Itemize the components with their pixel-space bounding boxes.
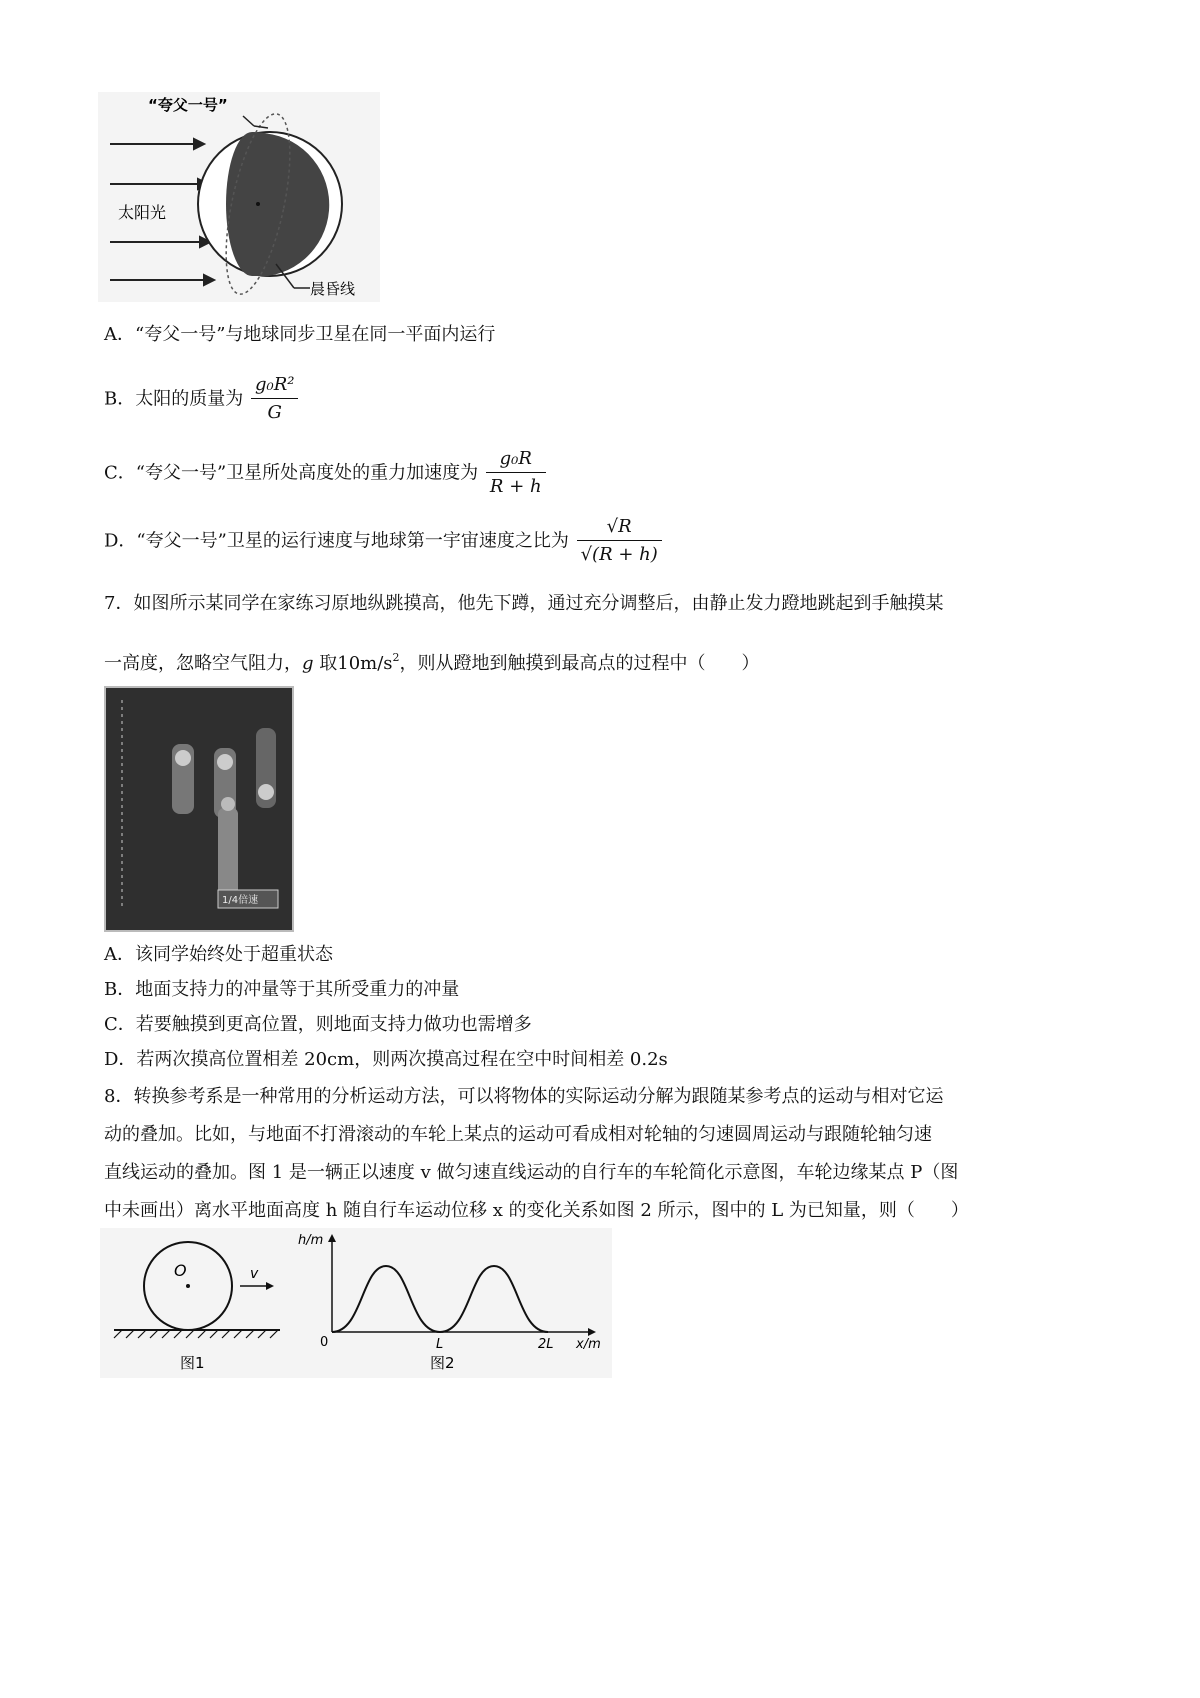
q7-option-b: B．地面支持力的冲量等于其所受重力的冲量 — [104, 979, 460, 1000]
q6-option-d — [104, 514, 662, 569]
jump-photo-figures — [106, 688, 292, 930]
satellite-label: “夸父一号” — [148, 96, 228, 114]
fraction-numerator: √R — [577, 514, 662, 541]
q7-options — [104, 942, 668, 1082]
q6-option-d-text: D．“夸父一号”卫星的运行速度与地球第一宇宙速度之比为 — [104, 530, 569, 552]
tick-label-2l: 2L — [538, 1337, 554, 1352]
origin-label: 0 — [320, 1335, 329, 1350]
sunlight-label: 太阳光 — [118, 203, 167, 222]
q6-option-c-fraction — [486, 446, 546, 501]
x-axis-label: x/m — [576, 1337, 601, 1352]
fraction-denominator: √(R + h) — [580, 544, 658, 565]
fraction-denominator: R + h — [489, 476, 542, 497]
kuafu-satellite-figure — [98, 92, 380, 302]
jump-photo-caption: 1/4倍速 — [222, 895, 259, 906]
terminator-label: 晨昏线 — [310, 280, 356, 298]
wheel-figure — [114, 1242, 280, 1372]
q8-figures — [100, 1228, 612, 1378]
velocity-label: v — [250, 1266, 259, 1282]
q8-stem-line: 中未画出）离水平地面高度 h 随自行车运动位移 x 的变化关系如图 2 所示，图中的 L 为已知量，则（ ） — [104, 1200, 969, 1221]
q7-stem-line1: 7．如图所示某同学在家练习原地纵跳摸高，他先下蹲，通过充分调整后，由静止发力蹬地跳起到手触摸某 — [104, 593, 944, 614]
wheel-center — [186, 1284, 190, 1288]
tick-label-l: L — [436, 1337, 444, 1352]
q7-option-a: A．该同学始终处于超重状态 — [104, 944, 333, 965]
fig1-caption: 图1 — [180, 1354, 205, 1372]
q6-option-c — [104, 446, 546, 501]
height-graph — [298, 1233, 601, 1372]
wheel-center-label: O — [174, 1261, 187, 1280]
q6-option-a: A．“夸父一号”与地球同步卫星在同一平面内运行 — [104, 324, 496, 345]
q7-stem — [104, 584, 1104, 684]
q6-option-c-text: C．“夸父一号”卫星所处高度处的重力加速度为 — [104, 462, 479, 484]
ground-hatch — [114, 1330, 278, 1338]
q7-stem-line2: 一高度，忽略空气阻力，g 取$10m/s^2$，则从蹬地到触摸到最高点的过程中（ ） — [104, 651, 760, 674]
height-curve — [332, 1266, 548, 1332]
y-axis-label: h/m — [298, 1233, 324, 1248]
q6-option-b-fraction — [251, 372, 299, 427]
q6-option-b-text: B．太阳的质量为 — [104, 388, 244, 410]
q6-option-d-fraction — [577, 514, 662, 569]
q8-stem-line: 直线运动的叠加。图 1 是一辆正以速度 v 做匀速直线运动的自行车的车轮简化示意图，车轮边缘某点 P（图 — [104, 1162, 959, 1183]
q7-option-d: D．若两次摸高位置相差 20cm，则两次摸高过程在空中时间相差 0.2s — [104, 1049, 668, 1070]
q8-stem-line: 动的叠加。比如，与地面不打滑滚动的车轮上某点的运动可看成相对轮轴的匀速圆周运动与跟随轮轴匀速 — [104, 1124, 932, 1145]
jump-photo — [104, 686, 294, 932]
kuafu-diagram — [98, 92, 380, 302]
q7-option-c: C．若要触摸到更高位置，则地面支持力做功也需增多 — [104, 1014, 532, 1035]
q6-option-b — [104, 372, 298, 427]
q8-figures-svg — [100, 1228, 612, 1378]
q8-stem-line: 8．转换参考系是一种常用的分析运动方法，可以将物体的实际运动分解为跟随某参考点的运动与相对它运 — [104, 1086, 944, 1107]
fraction-denominator: G — [267, 402, 282, 423]
q8-stem — [104, 1078, 1104, 1230]
fraction-numerator: g₀R — [486, 446, 546, 473]
fraction-numerator: g₀R² — [251, 372, 299, 399]
fig2-caption: 图2 — [430, 1354, 455, 1372]
